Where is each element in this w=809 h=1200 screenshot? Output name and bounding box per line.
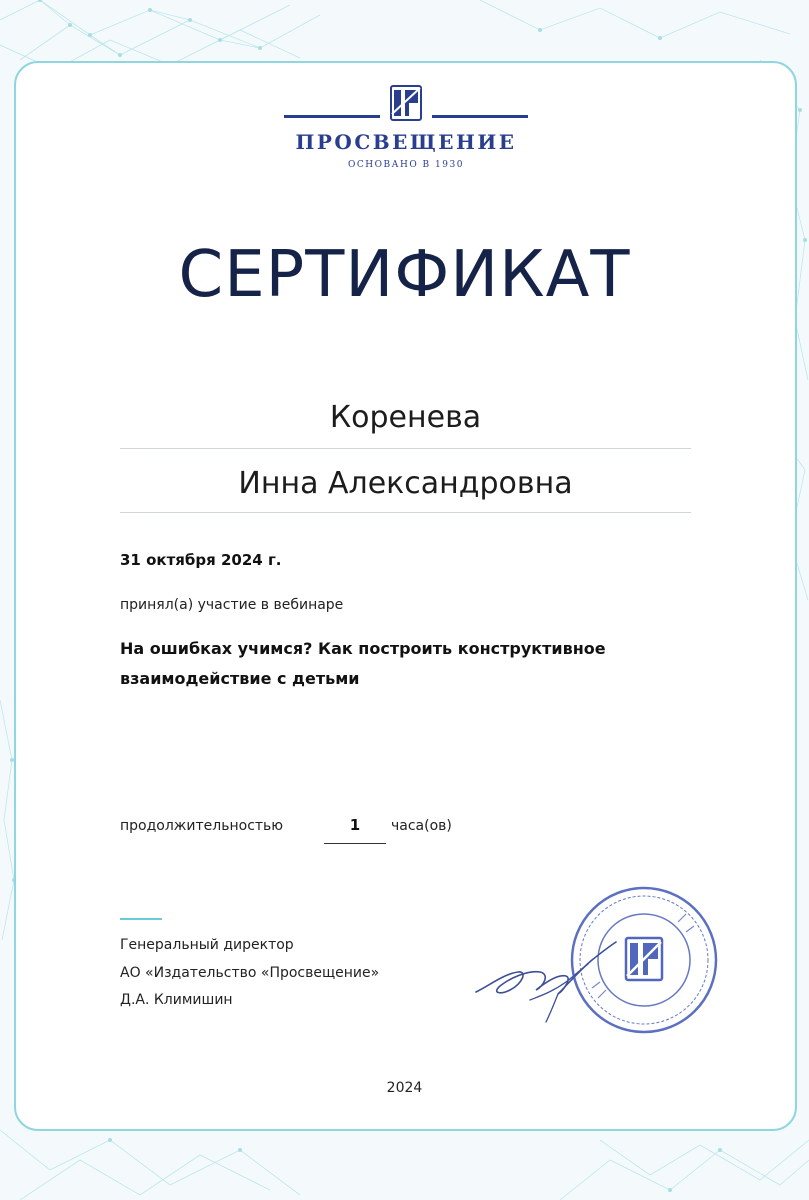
logo-left-bar bbox=[284, 115, 380, 118]
logo-right-bar bbox=[432, 115, 528, 118]
logo-founded-caption: ОСНОВАНО В 1930 bbox=[348, 160, 464, 170]
signer-position: Генеральный директор bbox=[120, 937, 294, 953]
duration-value: 1 bbox=[349, 816, 361, 834]
signer-accent-line bbox=[120, 918, 162, 920]
participation-text: принял(а) участие в вебинаре bbox=[120, 597, 344, 613]
signer-organization: АО «Издательство «Просвещение» bbox=[120, 965, 380, 981]
webinar-title-line-2: взаимодействие с детьми bbox=[120, 669, 360, 688]
surname-divider bbox=[120, 448, 691, 449]
recipient-surname: Коренева bbox=[329, 400, 482, 435]
webinar-title bbox=[120, 634, 720, 694]
duration-unit: часа(ов) bbox=[391, 818, 452, 834]
certificate-year: 2024 bbox=[386, 1080, 423, 1096]
duration-label: продолжительностью bbox=[120, 818, 284, 834]
webinar-title-line-1: На ошибках учимся? Как построить конструктивное bbox=[120, 639, 606, 658]
duration-underline bbox=[324, 843, 386, 844]
certificate-title: СЕРТИФИКАТ bbox=[178, 238, 631, 312]
logo-emblem-icon bbox=[390, 84, 422, 122]
recipient-given-names: Инна Александровна bbox=[238, 466, 573, 501]
logo-brand-name: ПРОСВЕЩЕНИЕ bbox=[295, 130, 517, 154]
prosveshchenie-logo bbox=[284, 84, 528, 176]
webinar-date: 31 октября 2024 г. bbox=[120, 551, 282, 569]
given-names-divider bbox=[120, 512, 691, 513]
signer-name: Д.А. Климишин bbox=[120, 992, 233, 1008]
official-stamp bbox=[568, 884, 720, 1036]
